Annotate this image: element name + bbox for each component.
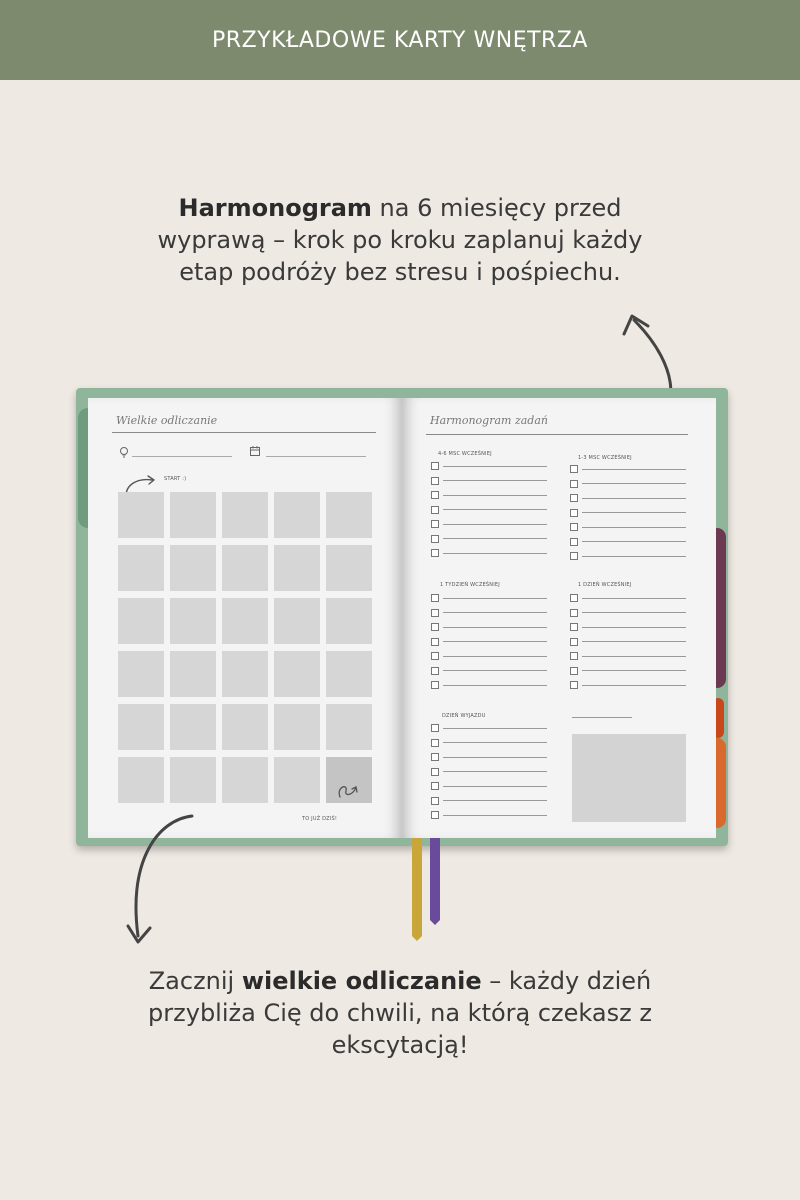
checklist-line [582, 556, 686, 557]
countdown-grid [118, 492, 372, 803]
checkbox[interactable] [431, 623, 439, 631]
checkbox[interactable] [570, 538, 578, 546]
checklist-item [431, 678, 547, 693]
countdown-cell[interactable] [274, 757, 320, 803]
checklist-line [443, 524, 547, 525]
checkbox[interactable] [570, 552, 578, 560]
checklist-item [431, 620, 547, 635]
caption-top [140, 192, 660, 288]
checklist-line [443, 627, 547, 628]
checklist-line [443, 771, 547, 772]
name-field-line [132, 456, 232, 457]
photo-label-line [572, 717, 632, 718]
left-page-title: Wielkie odliczanie [116, 414, 218, 427]
countdown-cell[interactable] [274, 492, 320, 538]
checklist-item [570, 664, 686, 679]
photo-placeholder [572, 734, 686, 822]
checklist-line [582, 498, 686, 499]
checklist-item [570, 491, 686, 506]
checklist-item [431, 779, 547, 794]
checkbox[interactable] [570, 480, 578, 488]
title-rule [112, 432, 376, 433]
checkbox[interactable] [431, 681, 439, 689]
countdown-cell[interactable] [170, 651, 216, 697]
checklist-item [431, 721, 547, 736]
checklist-item [570, 506, 686, 521]
countdown-cell[interactable] [326, 704, 372, 750]
checklist-item [431, 517, 547, 532]
checklist-line [443, 612, 547, 613]
caption-top-bold: Harmonogram [178, 194, 372, 222]
checklist [431, 459, 547, 561]
checklist [431, 591, 547, 693]
caption-bottom-bold: wielkie odliczanie [241, 967, 482, 995]
checkbox[interactable] [431, 609, 439, 617]
checklist-item [431, 736, 547, 751]
checkbox[interactable] [570, 465, 578, 473]
checklist-line [443, 757, 547, 758]
checkbox[interactable] [431, 667, 439, 675]
checkbox[interactable] [431, 477, 439, 485]
checkbox[interactable] [570, 609, 578, 617]
bookmark-ribbon-purple [430, 838, 440, 920]
checklist-line [582, 612, 686, 613]
countdown-cell[interactable] [118, 757, 164, 803]
countdown-cell[interactable] [170, 492, 216, 538]
checklist-line [582, 656, 686, 657]
checkbox[interactable] [431, 506, 439, 514]
checklist-item [431, 649, 547, 664]
countdown-cell[interactable] [170, 545, 216, 591]
checklist-item [431, 606, 547, 621]
countdown-cell[interactable] [222, 598, 268, 644]
checklist-line [443, 466, 547, 467]
countdown-cell-final[interactable] [326, 757, 372, 803]
checklist-line [443, 598, 547, 599]
checklist [570, 462, 686, 564]
checklist-item [570, 606, 686, 621]
checklist-item [570, 549, 686, 564]
countdown-cell[interactable] [118, 545, 164, 591]
checklist-item [431, 808, 547, 823]
checklist-item [431, 488, 547, 503]
checklist-item [431, 591, 547, 606]
countdown-cell[interactable] [222, 704, 268, 750]
countdown-cell[interactable] [222, 545, 268, 591]
countdown-cell[interactable] [274, 704, 320, 750]
checklist-line [443, 728, 547, 729]
checklist-item [431, 503, 547, 518]
countdown-cell[interactable] [170, 757, 216, 803]
checkbox[interactable] [431, 797, 439, 805]
checklist-line [582, 483, 686, 484]
checklist-line [582, 512, 686, 513]
checklist-line [582, 685, 686, 686]
countdown-cell[interactable] [222, 651, 268, 697]
checkbox[interactable] [431, 535, 439, 543]
checklist-item [570, 462, 686, 477]
checkbox[interactable] [570, 638, 578, 646]
checkbox[interactable] [431, 638, 439, 646]
checkbox[interactable] [431, 520, 439, 528]
caption-bottom [100, 965, 700, 1061]
countdown-cell[interactable] [118, 651, 164, 697]
checklist-line [582, 598, 686, 599]
checklist-line [582, 541, 686, 542]
checklist-line [443, 656, 547, 657]
countdown-cell[interactable] [118, 492, 164, 538]
checklist-item [570, 477, 686, 492]
checklist [431, 721, 547, 823]
checklist-line [443, 495, 547, 496]
header-banner [0, 0, 800, 80]
checklist-line [443, 742, 547, 743]
checklist-item [431, 750, 547, 765]
checklist-line [443, 509, 547, 510]
checkbox[interactable] [570, 681, 578, 689]
lightbulb-icon [118, 446, 130, 458]
countdown-cell[interactable] [222, 492, 268, 538]
checklist-line [443, 538, 547, 539]
checkbox[interactable] [431, 739, 439, 747]
checklist-line [443, 641, 547, 642]
checklist-item [570, 620, 686, 635]
ribbon-tip [430, 920, 440, 925]
checklist-line [443, 670, 547, 671]
checkbox[interactable] [431, 594, 439, 602]
checklist-line [443, 786, 547, 787]
end-label: TO JUŻ DZIŚ! [302, 816, 338, 822]
checkbox[interactable] [431, 549, 439, 557]
checklist-line [443, 815, 547, 816]
countdown-cell[interactable] [274, 651, 320, 697]
caption-bottom-pre: Zacznij [148, 967, 242, 995]
countdown-cell[interactable] [222, 757, 268, 803]
curved-arrow-icon [118, 810, 208, 950]
section-label: 1 DZIEŃ WCZEŚNIEJ [578, 582, 632, 588]
checkbox[interactable] [570, 652, 578, 660]
countdown-cell[interactable] [326, 545, 372, 591]
checkbox[interactable] [431, 724, 439, 732]
checkbox[interactable] [570, 623, 578, 631]
checkbox[interactable] [570, 494, 578, 502]
checkbox[interactable] [431, 462, 439, 470]
spiral-arrow-icon [326, 757, 372, 803]
checklist-item [570, 520, 686, 535]
countdown-cell[interactable] [118, 598, 164, 644]
section-label: 1-3 MSC WCZEŚNIEJ [578, 455, 632, 461]
section-label: DZIEŃ WYJAZDU [442, 713, 486, 719]
checklist-line [582, 670, 686, 671]
checklist-item [431, 794, 547, 809]
ribbon-tip [412, 936, 422, 941]
checklist-item [431, 546, 547, 561]
bookmark-ribbon-gold [412, 838, 422, 936]
checklist-line [443, 553, 547, 554]
checklist-line [443, 480, 547, 481]
checklist-item [570, 635, 686, 650]
countdown-cell[interactable] [274, 598, 320, 644]
checkbox[interactable] [570, 509, 578, 517]
start-label: START :) [164, 476, 187, 482]
countdown-cell[interactable] [326, 492, 372, 538]
header-title: PRZYKŁADOWE KARTY WNĘTRZA [212, 27, 588, 53]
checklist-item [431, 765, 547, 780]
calendar-icon [249, 445, 261, 457]
countdown-cell[interactable] [118, 704, 164, 750]
checkbox[interactable] [431, 782, 439, 790]
countdown-cell[interactable] [326, 651, 372, 697]
countdown-cell[interactable] [170, 704, 216, 750]
checklist-item [570, 649, 686, 664]
checklist-item [570, 678, 686, 693]
checklist [570, 591, 686, 693]
checklist-line [582, 641, 686, 642]
date-field-line [266, 456, 366, 457]
caption-bottom-post: – każdy dzień przybliża Cię do chwili, na którą czekasz z ekscytacją! [148, 967, 652, 1059]
caption-top-text: na 6 miesięcy przed wyprawą – krok po kroku zaplanuj każdy etap podróży bez stresu i pośpiechu. [157, 194, 643, 286]
checklist-item [431, 664, 547, 679]
checklist-line [582, 627, 686, 628]
checklist-item [570, 535, 686, 550]
section-label: 1 TYDZIEŃ WCZEŚNIEJ [440, 582, 500, 588]
title-rule [426, 434, 688, 435]
checkbox[interactable] [431, 811, 439, 819]
checkbox[interactable] [570, 594, 578, 602]
checklist-line [582, 527, 686, 528]
checklist-item [570, 591, 686, 606]
checklist-line [443, 800, 547, 801]
checkbox[interactable] [570, 523, 578, 531]
checkbox[interactable] [431, 652, 439, 660]
checklist-item [431, 474, 547, 489]
checklist-line [443, 685, 547, 686]
checkbox[interactable] [431, 491, 439, 499]
countdown-cell[interactable] [170, 598, 216, 644]
checkbox[interactable] [570, 667, 578, 675]
countdown-cell[interactable] [326, 598, 372, 644]
checklist-line [582, 469, 686, 470]
checklist-item [431, 532, 547, 547]
countdown-cell[interactable] [274, 545, 320, 591]
section-label: 4-6 MSC WCZEŚNIEJ [438, 451, 492, 457]
right-page-title: Harmonogram zadań [430, 414, 548, 427]
checkbox[interactable] [431, 768, 439, 776]
checklist-item [431, 635, 547, 650]
checkbox[interactable] [431, 753, 439, 761]
checklist-item [431, 459, 547, 474]
